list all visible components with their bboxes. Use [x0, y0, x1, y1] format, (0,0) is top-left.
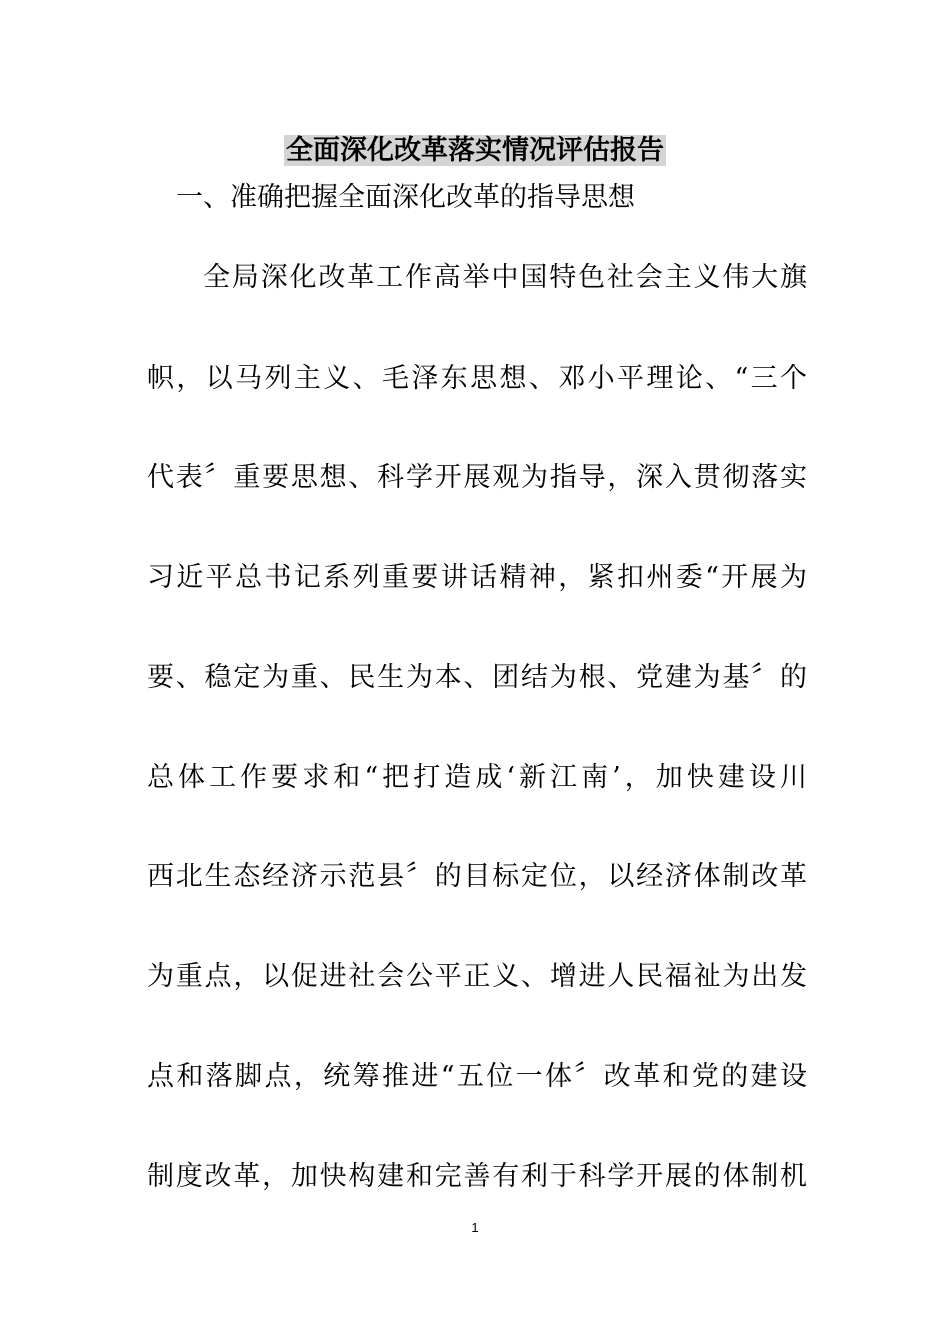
section-heading: 一、准确把握全面深化改革的指导思想 — [176, 182, 635, 213]
paragraph-line: 总体工作要求和“把打造成‘新江南’，加快建设川 — [147, 762, 807, 793]
paragraph-line: 习近平总书记系列重要讲话精神，紧扣州委“开展为 — [147, 562, 807, 593]
document-title — [0, 134, 950, 168]
paragraph-line: 全局深化改革工作高举中国特色社会主义伟大旗 — [203, 262, 807, 293]
paragraph-line: 点和落脚点，统筹推进“五位一体〞改革和党的建设 — [147, 1061, 807, 1092]
paragraph-line: 帜，以马列主义、毛泽东思想、邓小平理论、“三个 — [147, 363, 807, 394]
page-number: 1 — [471, 1220, 479, 1235]
paragraph-line: 为重点，以促进社会公平正义、增进人民福祉为出发 — [147, 961, 807, 992]
paragraph-line: 要、稳定为重、民生为本、团结为根、党建为基〞的 — [147, 662, 807, 693]
paragraph-line: 制度改革，加快构建和完善有利于科学开展的体制机 — [147, 1161, 807, 1192]
document-title-text: 全面深化改革落实情况评估报告 — [286, 135, 664, 166]
paragraph-line: 西北生态经济示范县〞的目标定位，以经济体制改革 — [147, 861, 807, 892]
paragraph-line: 代表〞重要思想、科学开展观为指导，深入贯彻落实 — [147, 462, 807, 493]
